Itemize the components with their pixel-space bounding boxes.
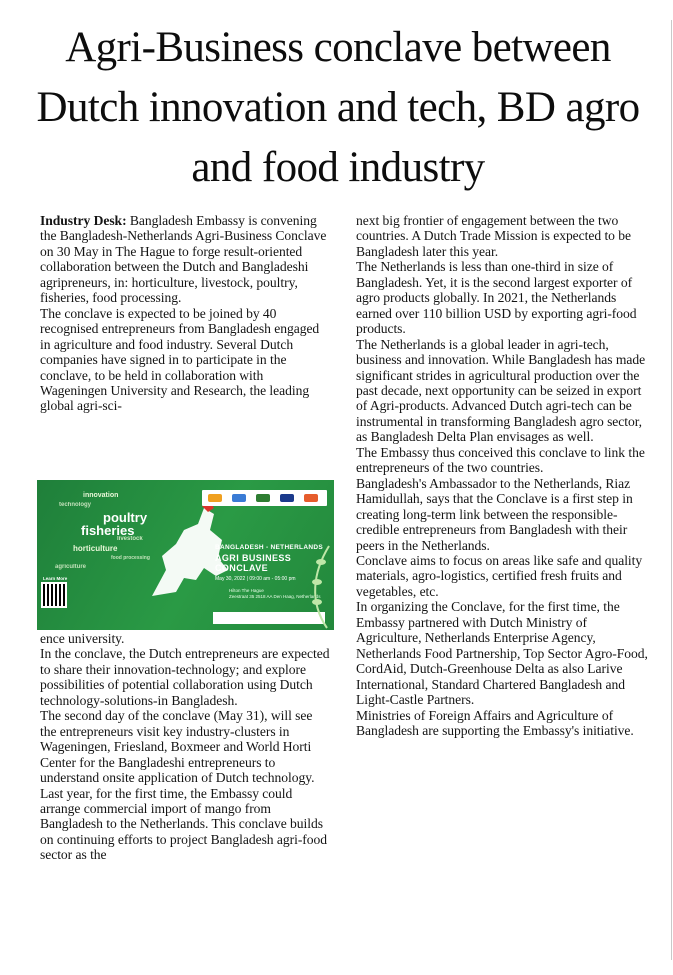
paragraph: Last year, for the first time, the Embassy could arrange commercial import of mango from Bangladesh to the Netherlands. This conclave builds on continuing efforts to project Bangladesh agri-food sector as the bbox=[40, 785, 328, 863]
paragraph: The conclave is expected to be joined by 40 recognised entrepreneurs from Bangladesh engaged in agriculture and food industry. Several Dutch companies have signed in to participate in the conclave, to be held in collaboration with Wageningen University and Research, the leading global agri-sci- bbox=[40, 305, 320, 414]
right-column bbox=[356, 213, 654, 738]
logo-icon bbox=[208, 494, 222, 502]
logo-icon bbox=[232, 494, 246, 502]
paragraph: The second day of the conclave (May 31), will see the entrepreneurs visit key industry-clusters in Wageningen, Friesland, Boxmeer and World Horti Center for the Bangladeshi entrepreneurs to understand onsite application of Dutch technology. bbox=[40, 708, 315, 786]
partner-logos-strip bbox=[202, 490, 327, 506]
paragraph: Industry Desk: Bangladesh Embassy is convening the Bangladesh-Netherlands Agri-Business Conclave on 30 May in The Hague to forge result-oriented collaboration between the Dutch and Bangladeshi agripreneurs, in: horticulture, livestock, poultry, fisheries, food processing. bbox=[40, 213, 327, 306]
logo-icon bbox=[304, 494, 318, 502]
cloud-word: innovation bbox=[83, 492, 119, 499]
learn-more-label: Learn More bbox=[43, 576, 68, 581]
paragraph: The Embassy thus conceived this conclave to link the entrepreneurs of the two countries. bbox=[356, 444, 645, 476]
paragraph: In the conclave, the Dutch entrepreneurs are expected to share their innovation-technology; and explore possibilities of potential collaboration using Dutch technology-solutions-in Bangladesh. bbox=[40, 646, 330, 708]
cloud-word: horticulture bbox=[73, 544, 118, 553]
paragraph: The Netherlands is less than one-third in size of Bangladesh. Yet, it is the second largest exporter of agro products globally. In 2021, the Netherlands earned over 110 billion USD by exporting agri-food products. bbox=[356, 259, 637, 337]
logo-icon bbox=[280, 494, 294, 502]
paragraph: next big frontier of engagement between the two countries. A Dutch Trade Mission is expected to be Bangladesh later this year. bbox=[356, 213, 632, 259]
poster-date: May 30, 2022 | 09:00 am - 05:00 pm bbox=[215, 576, 296, 582]
dateline: Industry Desk: bbox=[40, 213, 127, 228]
cloud-word: livestock bbox=[117, 536, 143, 542]
left-column-top bbox=[40, 213, 332, 414]
column-rule bbox=[671, 20, 672, 960]
cloud-word: agriculture bbox=[55, 564, 87, 570]
poster-subtitle: BANGLADESH - NETHERLANDS bbox=[215, 544, 323, 551]
leaf-decoration-icon bbox=[299, 542, 333, 630]
conclave-poster-image bbox=[37, 480, 334, 630]
paragraph: Ministries of Foreign Affairs and Agriculture of Bangladesh are supporting the Embassy's initiative. bbox=[356, 707, 634, 738]
left-column-bottom bbox=[40, 631, 332, 863]
qr-code-icon bbox=[43, 584, 65, 606]
headline: Agri-Business conclave between Dutch innovation and tech, BD agro and food industry bbox=[36, 24, 640, 191]
poster-venue: Hilton The Hague Zeestraat 35 2518 AA Den Haag, Netherlands bbox=[229, 588, 321, 599]
paragraph: ence university. bbox=[40, 631, 125, 646]
logo-icon bbox=[256, 494, 270, 502]
cloud-word: technology bbox=[59, 502, 92, 508]
paragraph: The Netherlands is a global leader in agri-tech, business and innovation. While Bangladesh has made significant strides in agricultural production over the past decade, next opportunity can be seized in export of Agri-products. Advanced Dutch agri-tech can be instrumental in transforming Bangladesh agro sector, as Bangladesh Delta Plan envisages as well. bbox=[356, 336, 646, 445]
poster-title: AGRI BUSINESS CONCLAVE bbox=[215, 553, 292, 573]
paragraph: Bangladesh's Ambassador to the Netherlands, Riaz Hamidullah, says that the Conclave is a first step in creating long-term link between the responsible-credible entrepreneurs from Bangladesh with their peers in the Netherlands. bbox=[356, 475, 633, 553]
paragraph: In organizing the Conclave, for the first time, the Embassy partnered with Dutch Ministry of Agriculture, Netherlands Enterprise Agency, Netherlands Food Partnership, Top Sector Agro-Food, CordAid, Dutch-Greenhouse Delta as also Larive International, Standard Chartered Bangladesh and Light-Castle Partners. bbox=[356, 599, 648, 708]
cloud-word: poultry bbox=[103, 510, 148, 525]
paragraph: Conclave aims to focus on areas like safe and quality materials, agro-logistics, certified fresh fruits and vegetables, etc. bbox=[356, 552, 643, 599]
cloud-word: fisheries bbox=[81, 523, 135, 538]
cloud-word: food processing bbox=[111, 555, 150, 561]
